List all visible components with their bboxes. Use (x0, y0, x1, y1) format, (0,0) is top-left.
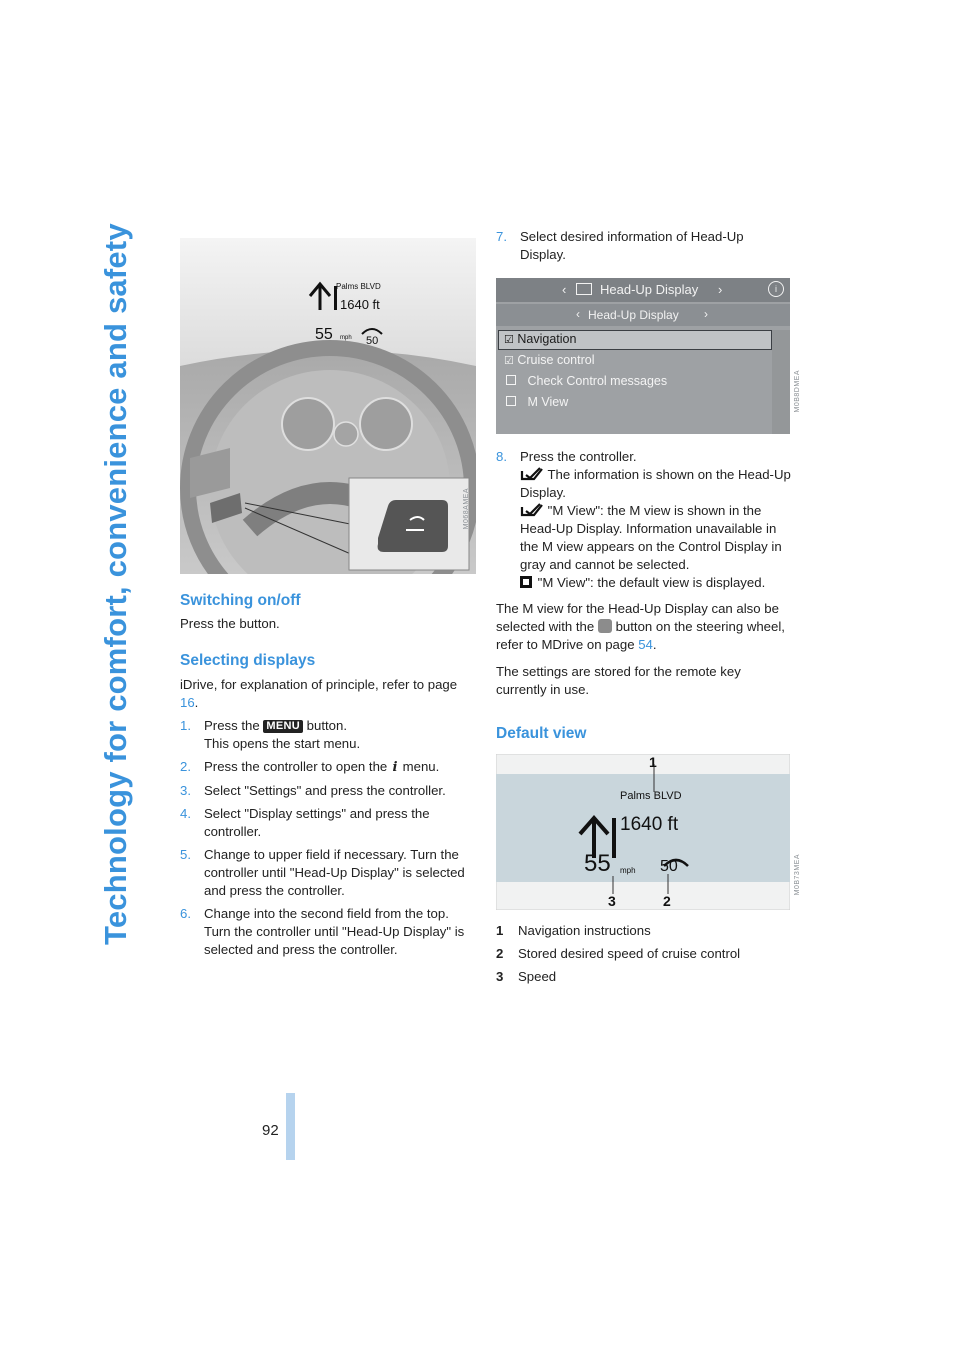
idrive-item-navigation[interactable] (504, 332, 576, 346)
step-text: Select "Settings" and press the controller. (204, 783, 446, 798)
default-street-label: Palms BLVD (620, 790, 682, 802)
step-text: Press the (204, 718, 260, 733)
checkbox-empty-icon (506, 375, 516, 385)
step-number: 1. (180, 718, 191, 733)
page-link-54[interactable]: 54 (638, 637, 653, 652)
switching-heading: Switching on/off (180, 592, 301, 609)
idrive-top-bar (496, 278, 790, 302)
legend-number: 3 (496, 969, 504, 984)
figure-code: M068AMEA (463, 488, 470, 530)
step-text: "M View": the M view is shown in the Head-Up Display. Information unavailable in the M view appears on the Control Display in gray and cannot be selected. (520, 503, 782, 572)
list-item (180, 758, 476, 777)
page-link-16[interactable]: 16 (180, 695, 195, 710)
idrive-item-check-control[interactable] (504, 374, 667, 388)
hud-speed-label: 55 (315, 326, 333, 343)
selecting-heading: Selecting displays (180, 652, 316, 669)
list-item (496, 448, 792, 592)
step-text: Change to upper field if necessary. Turn the controller until "Head-Up Display" is selected and press the controller. (204, 847, 465, 898)
default-unit-label: mph (620, 866, 636, 875)
step-number: 8. (496, 449, 507, 464)
list-item (496, 228, 792, 264)
default-view-figure (496, 754, 810, 910)
step-text: This opens the start menu. (204, 736, 361, 751)
left-column (180, 238, 476, 959)
list-item (496, 945, 792, 963)
check-icon (520, 467, 544, 481)
chapter-title (98, 223, 134, 945)
check-icon: ☑ (504, 334, 514, 346)
page-marker-bar (286, 1093, 295, 1160)
steps-list-continued-2 (496, 448, 792, 592)
checkbox-icon (520, 576, 532, 588)
switching-text: Press the button. (180, 616, 280, 631)
step-text: menu. (402, 759, 440, 774)
step-text: The information is shown on the Head-Up Display. (520, 467, 791, 500)
cockpit-illustration (180, 238, 476, 574)
step-number: 5. (180, 847, 191, 862)
steps-list (180, 717, 476, 959)
idrive-screen-figure (496, 278, 810, 434)
step-number: 2. (180, 759, 191, 774)
hud-distance-label: 1640 ft (340, 297, 380, 312)
figure-code: M0B8DMEA (794, 370, 801, 413)
check-icon: ☑ (504, 355, 514, 367)
hud-street-label: Palms BLVD (336, 282, 381, 291)
steps-list-continued (496, 228, 792, 264)
list-item (180, 717, 476, 753)
step-number: 6. (180, 906, 191, 921)
idrive-screen (496, 278, 790, 434)
mview-text: The M view for the Head-Up Display can also be selected with the (496, 601, 779, 634)
default-view-heading: Default view (496, 725, 587, 742)
step-text: Press the controller. (520, 449, 637, 464)
list-item (496, 922, 792, 940)
figure-code: M0B73MEA (794, 854, 801, 896)
step-number: 4. (180, 806, 191, 821)
mview-text: button on the steering wheel, refer to MDrive on page (496, 619, 785, 652)
info-icon: i (768, 281, 784, 297)
idrive-item-label: Cruise control (517, 353, 595, 367)
idrive-scroll-area (772, 330, 790, 434)
legend-number: 1 (496, 923, 504, 938)
menu-key-icon: MENU (263, 720, 303, 733)
step-text: "M View": the default view is displayed. (537, 575, 766, 590)
step-text: button. (306, 718, 347, 733)
cockpit-drawing (180, 238, 476, 574)
chapter-title-text: Technology for comfort, convenience and safety (98, 223, 133, 945)
list-item (180, 846, 476, 900)
callout-1: 1 (649, 754, 657, 770)
callout-2: 2 (663, 893, 671, 909)
legend-text: Navigation instructions (518, 923, 651, 938)
checkbox-empty-icon (506, 396, 516, 406)
legend-text: Speed (518, 969, 557, 984)
step-text: Press the controller to open the (204, 759, 388, 774)
step-text: Select desired information of Head-Up Display. (520, 229, 744, 262)
selecting-intro-text: iDrive, for explanation of principle, refer to page (180, 677, 458, 692)
idrive-item-label: Check Control messages (527, 374, 668, 388)
chevron-left-icon: ‹ (576, 307, 580, 321)
chevron-right-icon: › (718, 282, 723, 297)
right-column (496, 228, 801, 991)
callout-legend (496, 922, 792, 986)
step-text: Select "Display settings" and press the controller. (204, 806, 430, 839)
list-item (180, 905, 476, 959)
list-item (180, 782, 476, 800)
idrive-item-label: M View (527, 395, 569, 409)
list-item (180, 805, 476, 841)
hud-set-speed-label: 50 (366, 335, 379, 347)
idrive-item-cruise-control[interactable] (504, 353, 594, 367)
list-item (496, 968, 792, 986)
step-text: Change into the second field from the top. Turn the controller until "Head-Up Display" is selected and press the controller. (204, 906, 465, 957)
idrive-sub-bar-label: Head-Up Display (588, 308, 679, 322)
default-distance-label: 1640 ft (620, 814, 679, 835)
chevron-right-icon: › (704, 307, 708, 321)
idrive-item-label: Navigation (517, 332, 577, 346)
page-number: 92 (262, 1122, 279, 1139)
legend-number: 2 (496, 946, 504, 961)
callout-3: 3 (608, 893, 616, 909)
check-icon (520, 503, 544, 517)
idrive-sub-bar (496, 304, 790, 326)
default-set-speed-label: 50 (660, 858, 678, 875)
default-speed-label: 55 (584, 850, 611, 877)
step-number: 7. (496, 229, 507, 244)
idrive-top-bar-label: Head-Up Display (600, 282, 699, 297)
idrive-item-m-view[interactable] (504, 395, 568, 409)
mview-paragraph: The M view for the Head-Up Display can also be selected with the button on the steering wheel, refer to MDrive on page 54. (496, 601, 785, 652)
hud-unit-label: mph (340, 335, 352, 341)
info-icon: i (392, 760, 398, 775)
step-number: 3. (180, 783, 191, 798)
steering-wheel-button-icon (598, 619, 612, 633)
settings-check-icon (576, 283, 592, 295)
settings-paragraph: The settings are stored for the remote key currently in use. (496, 664, 741, 697)
legend-text: Stored desired speed of cruise control (518, 946, 741, 961)
chevron-left-icon: ‹ (562, 282, 567, 297)
selecting-intro: iDrive, for explanation of principle, refer to page 16. (180, 677, 458, 710)
